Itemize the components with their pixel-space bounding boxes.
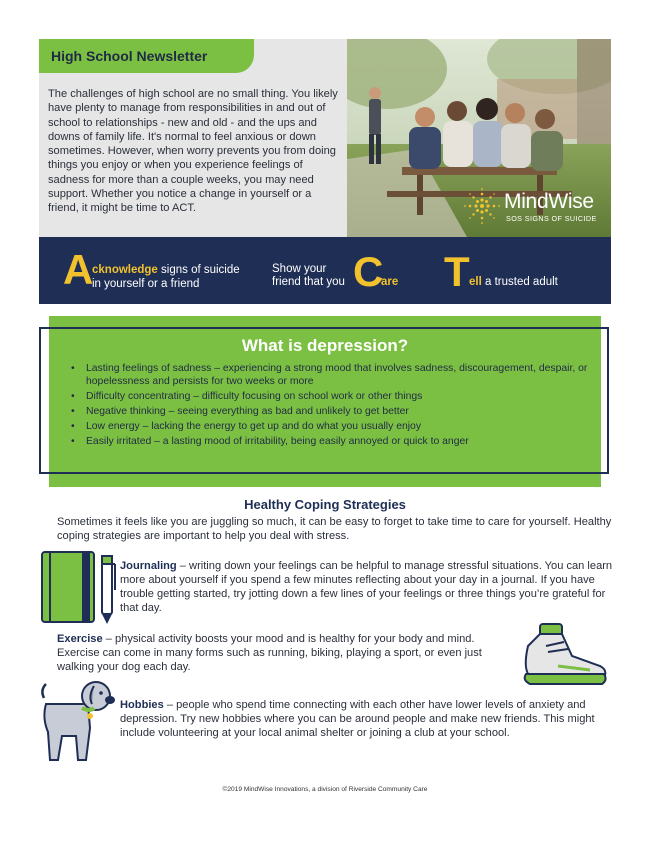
- list-item: • Lasting feelings of sadness – experiencing a strong mood that involves sadness, discouragement, despair, or hopelessness and persists for two weeks or more: [69, 362, 589, 389]
- act-acknowledge-line2: in yourself or a friend: [92, 278, 200, 290]
- act-care-pre1: Show your: [272, 263, 327, 275]
- copyright-footer: ©2019 MindWise Innovations, a division of Riverside Community Care: [222, 786, 428, 793]
- journaling-paragraph: Journaling – writing down your feelings can be helpful to manage stressful situations. You can learn more about yourself if you spend a few minutes reflecting about your day in a journal. If you have trouble getting started, try jotting down a few lines of your feelings or three things you’re grateful for that day.: [120, 560, 613, 614]
- act-care-pre2: friend that you: [272, 276, 345, 288]
- sneaker-icon: [518, 622, 610, 693]
- logo-wordmark: MindWise: [504, 190, 594, 213]
- depression-title: What is depression?: [241, 336, 409, 355]
- list-item: • Easily irritated – a lasting mood of irritability, being easily annoyed or quick to anger: [69, 435, 589, 448]
- sunburst-icon: [460, 186, 504, 226]
- depression-symptom-list: [69, 362, 589, 450]
- coping-title: Healthy Coping Strategies: [244, 497, 406, 512]
- exercise-paragraph: Exercise – physical activity boosts your mood and is healthy for your body and mind. Exercise can come in many forms such as running, biking, playing a sport, or even just walking your dog each day.: [57, 633, 482, 673]
- list-item: • Low energy – lacking the energy to get up and do what you usually enjoy: [69, 420, 589, 433]
- act-tell-text: ell a trusted adult: [469, 276, 558, 288]
- act-care-word: are: [381, 276, 399, 288]
- journal-icon: [40, 550, 118, 631]
- coping-intro: Sometimes it feels like you are juggling so much, it can be easy to forget to take time to care for yourself. Healthy coping strategies are important to help you deal with stress.: [57, 516, 612, 542]
- act-letter-t: T: [444, 248, 470, 295]
- list-item: • Negative thinking – seeing everything as bad and unlikely to get better: [69, 405, 589, 418]
- act-letter-a: A: [63, 246, 94, 293]
- logo-tagline: SOS SIGNS OF SUICIDE: [506, 214, 597, 223]
- act-letter-c: C: [353, 248, 384, 295]
- intro-text: The challenges of high school are no small thing. You likely have plenty to manage from responsibilities in and out of school to relationships - new and old - and the ups and downs of family life. It's normal to feel anxious or down sometimes. However, when worry prevents you from doing things you enjoy or when you experience feelings of sadness for more than a couple weeks, you may need support. Whether you notice a change in yourself or a friend, it might be time to ACT.: [48, 88, 338, 215]
- dog-icon: [38, 680, 122, 771]
- list-item: • Difficulty concentrating – difficulty focusing on school work or other things: [69, 390, 589, 403]
- act-acknowledge-line1: cknowledge signs of suicide: [92, 264, 240, 276]
- hobbies-paragraph: Hobbies – people who spend time connecting with each other have lower levels of anxiety and depression. Try new hobbies where you can be around people and make new friends. This might include volunteering at your local animal shelter or joining a club at your school.: [120, 699, 595, 739]
- newsletter-title: High School Newsletter: [51, 48, 208, 64]
